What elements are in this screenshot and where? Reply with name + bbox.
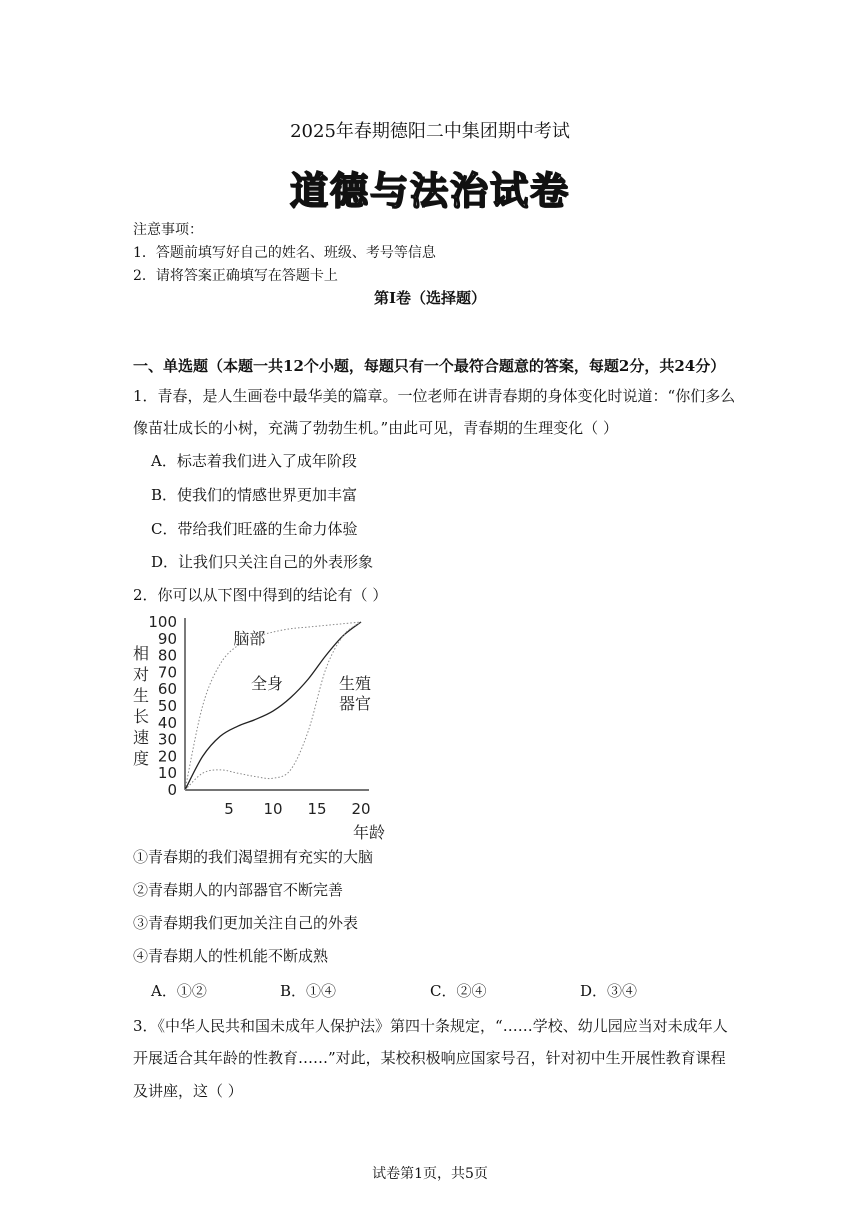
x-axis-label: 年龄	[352, 823, 386, 842]
option-d[interactable]: D．③④	[580, 982, 638, 1000]
exam-subtitle: 2025年春期德阳二中集团期中考试	[290, 121, 570, 142]
y-axis-label: 速	[132, 728, 150, 747]
statement-1: ①青春期的我们渴望拥有充实的大脑	[133, 848, 374, 866]
notice-item: 2．请将答案正确填写在答题卡上	[133, 268, 338, 284]
y-axis-label: 生	[132, 686, 150, 705]
option-b[interactable]: B．①④	[280, 982, 337, 1000]
y-tick-label: 70	[157, 663, 177, 682]
statement-3: ③青春期我们更加关注自己的外表	[133, 914, 359, 932]
y-tick-label: 90	[157, 629, 177, 648]
series-line-2	[185, 622, 361, 790]
x-tick-label: 15	[307, 800, 327, 818]
y-axis-label: 长	[132, 707, 150, 726]
statement-2: ②青春期人的内部器官不断完善	[133, 881, 344, 899]
option-c[interactable]: C．带给我们旺盛的生命力体验	[151, 520, 358, 538]
y-tick-label: 30	[157, 730, 177, 749]
question-text: 2．你可以从下图中得到的结论有（ ）	[133, 586, 388, 604]
y-tick-label: 60	[157, 680, 177, 699]
growth-chart	[128, 612, 408, 842]
exam-title: 道德与法治试卷	[289, 169, 570, 213]
y-tick-label: 80	[157, 646, 177, 665]
question-text: 及讲座，这（ ）	[133, 1082, 243, 1100]
page-footer: 试卷第1页，共5页	[372, 1166, 488, 1182]
option-d[interactable]: D．让我们只关注自己的外表形象	[151, 553, 374, 571]
option-b[interactable]: B．使我们的情感世界更加丰富	[151, 486, 358, 504]
x-tick-label: 10	[263, 800, 283, 818]
series-label: 生殖	[339, 674, 372, 694]
question-text: 像苗壮成长的小树，充满了勃勃生机。”由此可见，青春期的生理变化（ ）	[133, 419, 618, 437]
series-line-1	[185, 622, 361, 790]
y-axis-label: 度	[132, 749, 150, 768]
question-text: 开展适合其年龄的性教育……”对此，某校积极响应国家号召，针对初中生开展性教育课程	[133, 1049, 726, 1067]
part-heading: 一、单选题（本题一共12个小题，每题只有一个最符合题意的答案，每题2分，共24分）	[133, 357, 726, 375]
question-text: 1．青春，是人生画卷中最华美的篇章。一位老师在讲青春期的身体变化时说道：“你们多么	[133, 387, 736, 405]
y-tick-label: 10	[157, 764, 177, 783]
section-title: 第I卷（选择题）	[373, 289, 487, 307]
y-tick-label: 20	[157, 747, 177, 766]
series-label: 全身	[251, 674, 284, 694]
y-axis-label: 对	[132, 665, 150, 684]
question-text: 3．《中华人民共和国未成年人保护法》第四十条规定，“……学校、幼儿园应当对未成年人	[133, 1017, 728, 1035]
y-axis-label: 相	[132, 644, 150, 663]
x-tick-label: 5	[224, 800, 234, 818]
series-line-0	[185, 622, 361, 790]
series-label: 脑部	[233, 628, 266, 648]
option-c[interactable]: C．②④	[430, 982, 487, 1000]
notice-item: 1．答题前填写好自己的姓名、班级、考号等信息	[133, 245, 436, 261]
y-tick-label: 40	[157, 713, 177, 732]
option-a[interactable]: A．标志着我们进入了成年阶段	[151, 452, 357, 470]
notice-heading: 注意事项：	[133, 222, 203, 238]
y-tick-label: 0	[167, 781, 177, 799]
series-label: 器官	[339, 694, 372, 714]
option-a[interactable]: A．①②	[151, 982, 207, 1000]
y-tick-label: 100	[148, 613, 177, 631]
y-tick-label: 50	[157, 697, 177, 715]
x-tick-label: 20	[351, 800, 371, 818]
statement-4: ④青春期人的性机能不断成熟	[133, 947, 329, 965]
